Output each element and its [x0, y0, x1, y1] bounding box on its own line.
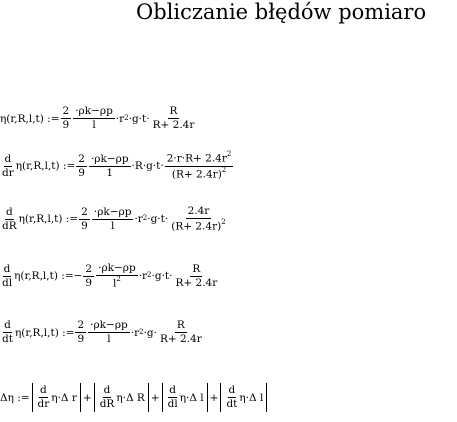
density-fraction: $\frac{\cdot\rho k-\rho p}{l}$ [90, 319, 128, 346]
ratio-fraction: $\frac{R}{R+ 2.4r}$ [175, 262, 218, 289]
density-fraction: $\frac{\cdot\rho k-\rho p}{l}$ [93, 205, 132, 232]
page-title: Obliczanie błędów pomiaro [136, 0, 427, 24]
derivative-operator: $\frac{d}{dr}$ [2, 152, 14, 179]
equation-lhs: η(r,R,l,t) := [15, 160, 76, 173]
equation-eta[interactable]: η(r,R,l,t) := $\frac{2}{9}$ $\frac{\cdot\rho k-\rho p}{l}$ ·r 2 ·g·t· $\frac{R}{R+ 2.4r}$ [0, 105, 195, 132]
equation-lhs: Δη := [0, 391, 30, 404]
density-fraction: $\frac{\cdot\rho k-\rho p}{l^2}$ [98, 262, 136, 290]
equation-lhs: η(r,R,l,t) := [18, 213, 79, 226]
equation-total-error[interactable] [0, 383, 269, 412]
equation-deriv-r[interactable]: $\frac{d}{dr}$ η(r,R,l,t) := $\frac{2}{9}$ $\frac{\cdot\rho k-\rho p}{1}$ ·R·g·t· $\frac{2\cdot r\cdot R+ 2.4r^2}{(R+ 2.4r)^2}$ [2, 150, 232, 181]
constant-fraction: $\frac{2}{9}$ [81, 205, 88, 232]
abs-term-t: $\frac{d}{dt}$ η·Δ l [220, 383, 267, 412]
plus-sign: + [82, 391, 92, 404]
abs-term-l: $\frac{d}{dl}$ η·Δ l [162, 383, 208, 412]
plus-sign: + [209, 391, 219, 404]
constant-fraction: $\frac{2}{9}$ [85, 262, 93, 289]
density-fraction: $\frac{\cdot\rho k-\rho p}{l}$ [75, 105, 113, 132]
ratio-fraction: $\frac{R}{R+ 2.4r}$ [152, 105, 195, 132]
derivative-operator: $\frac{d}{dt}$ [2, 319, 13, 346]
derivative-operator: $\frac{d}{dl}$ [2, 262, 13, 289]
equation-lhs: η(r,R,l,t) := [0, 112, 60, 125]
plus-sign: + [150, 391, 160, 404]
ratio-fraction: $\frac{2\cdot r\cdot R+ 2.4r^2}{(R+ 2.4r)^2}$ [166, 150, 232, 181]
derivative-operator: $\frac{d}{dR}$ [2, 205, 17, 232]
abs-term-R: $\frac{d}{dR}$ η·Δ R [94, 383, 149, 412]
equation-deriv-t[interactable]: $\frac{d}{dt}$ η(r,R,l,t) := $\frac{2}{9}$ $\frac{\cdot\rho k-\rho p}{l}$ ·r 2 ·g· $\frac{R}{R+ 2.4r}$ [2, 319, 202, 346]
equation-lhs: η(r,R,l,t) := [14, 326, 75, 339]
abs-term-r: $\frac{d}{dr}$ η·Δ r [32, 383, 81, 412]
constant-fraction: $\frac{2}{9}$ [78, 152, 85, 179]
density-fraction: $\frac{\cdot\rho k-\rho p}{1}$ [90, 152, 129, 179]
constant-fraction: $\frac{2}{9}$ [62, 105, 70, 132]
equation-deriv-l[interactable]: $\frac{d}{dl}$ η(r,R,l,t) :=− $\frac{2}{9}$ $\frac{\cdot\rho k-\rho p}{l^2}$ ·r 2 ·g·t· $\frac{R}{R+ 2.4r}$ [2, 262, 218, 290]
ratio-fraction: $\frac{R}{R+ 2.4r}$ [159, 319, 202, 346]
equation-lhs: η(r,R,l,t) :=− [14, 270, 83, 283]
constant-fraction: $\frac{2}{9}$ [77, 319, 85, 346]
equation-deriv-R[interactable]: $\frac{d}{dR}$ η(r,R,l,t) := $\frac{2}{9}$ $\frac{\cdot\rho k-\rho p}{l}$ ·r 2 ·g·t· $\frac{2.4r}{(R+ 2.4r)^2}$ [2, 205, 226, 233]
ratio-fraction: $\frac{2.4r}{(R+ 2.4r)^2}$ [171, 205, 226, 233]
